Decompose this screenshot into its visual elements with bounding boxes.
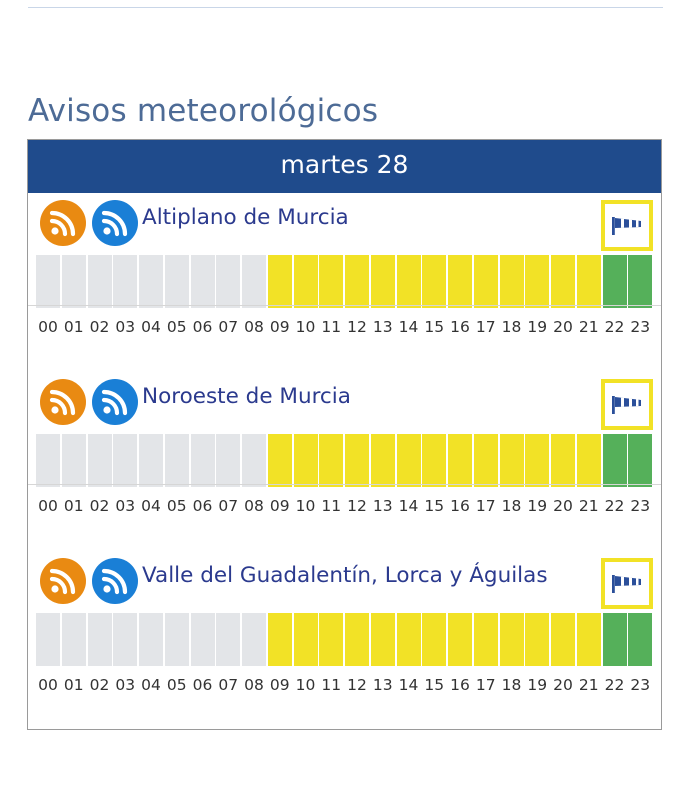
- hour-label: 10: [295, 676, 316, 694]
- hour-level-cell-yellow[interactable]: [448, 255, 472, 308]
- hour-label: 15: [424, 676, 445, 694]
- rss-feed-icon[interactable]: [92, 200, 138, 246]
- hour-level-cell-none[interactable]: [88, 613, 112, 666]
- hour-level-cell-yellow[interactable]: [345, 434, 369, 487]
- hour-level-cell-none[interactable]: [242, 613, 266, 666]
- wind-warning-icon[interactable]: [601, 200, 653, 251]
- hour-label: 09: [269, 497, 290, 515]
- hour-label: 12: [347, 676, 367, 694]
- hour-label: 11: [321, 676, 342, 694]
- hour-label: 18: [501, 318, 522, 336]
- hour-label: 04: [141, 497, 161, 515]
- hour-label: 03: [115, 497, 136, 515]
- rss-feed-icon[interactable]: [40, 558, 86, 604]
- hour-label: 01: [63, 676, 84, 694]
- hour-level-cell-green[interactable]: [603, 613, 627, 666]
- hour-level-cell-yellow[interactable]: [500, 434, 524, 487]
- top-divider: [28, 7, 663, 8]
- hour-level-cell-yellow[interactable]: [268, 613, 292, 666]
- hour-level-cell-none[interactable]: [216, 434, 240, 487]
- zone-row: [28, 558, 661, 708]
- hour-level-cell-none[interactable]: [62, 613, 86, 666]
- hour-level-cell-yellow[interactable]: [397, 434, 421, 487]
- hour-label: 02: [89, 318, 110, 336]
- hour-label: 17: [475, 676, 496, 694]
- rss-feed-icon[interactable]: [40, 200, 86, 246]
- hour-label: 05: [166, 497, 187, 515]
- hour-label: 04: [141, 318, 161, 336]
- hour-label: 21: [578, 318, 599, 336]
- hour-label: 05: [166, 318, 187, 336]
- hour-label: 01: [63, 318, 84, 336]
- hour-level-cell-none[interactable]: [242, 434, 266, 487]
- zone-name[interactable]: Noroeste de Murcia: [142, 384, 351, 409]
- hour-level-cell-yellow[interactable]: [500, 613, 524, 666]
- hour-label: 07: [218, 497, 239, 515]
- hour-level-cell-yellow[interactable]: [345, 613, 369, 666]
- hour-label: 23: [630, 318, 651, 336]
- hour-level-cell-yellow[interactable]: [371, 434, 395, 487]
- wind-warning-icon[interactable]: [601, 379, 653, 430]
- hour-label: 13: [372, 676, 393, 694]
- hour-level-cell-yellow[interactable]: [551, 613, 575, 666]
- hour-level-cell-none[interactable]: [62, 255, 86, 308]
- hour-level-cell-none[interactable]: [88, 434, 112, 487]
- hour-label: 19: [527, 497, 548, 515]
- hour-label: 12: [347, 497, 367, 515]
- hour-level-cell-yellow[interactable]: [422, 255, 446, 308]
- hour-label: 16: [450, 676, 470, 694]
- hour-label: 21: [578, 676, 599, 694]
- hour-label: 18: [501, 676, 522, 694]
- hour-level-cell-none[interactable]: [113, 255, 137, 308]
- hour-label: 13: [372, 497, 393, 515]
- hour-label: 15: [424, 497, 445, 515]
- hour-level-cell-yellow[interactable]: [422, 434, 446, 487]
- hour-level-cell-yellow[interactable]: [525, 613, 549, 666]
- hour-label: 16: [450, 497, 470, 515]
- day-header[interactable]: martes 28: [28, 140, 661, 193]
- hour-label: 00: [38, 497, 58, 515]
- hour-level-cell-yellow[interactable]: [294, 255, 318, 308]
- hour-level-cell-none[interactable]: [191, 255, 215, 308]
- hour-label: 08: [244, 318, 264, 336]
- hour-level-cell-none[interactable]: [242, 255, 266, 308]
- hour-label: 19: [527, 676, 548, 694]
- hour-level-cell-yellow[interactable]: [268, 255, 292, 308]
- hour-label: 07: [218, 676, 239, 694]
- hour-level-cell-yellow[interactable]: [319, 613, 343, 666]
- hour-level-cell-yellow[interactable]: [371, 255, 395, 308]
- wind-warning-icon[interactable]: [601, 558, 653, 609]
- warnings-panel: [27, 139, 662, 730]
- hour-labels: [36, 497, 660, 517]
- zone-name[interactable]: Altiplano de Murcia: [142, 205, 349, 230]
- hourly-level-bar: [36, 613, 655, 666]
- hour-label: 02: [89, 497, 110, 515]
- hour-label: 15: [424, 318, 445, 336]
- hour-label: 11: [321, 318, 342, 336]
- hour-level-cell-green[interactable]: [603, 434, 627, 487]
- hourly-level-bar: [36, 434, 655, 487]
- hour-level-cell-none[interactable]: [139, 613, 163, 666]
- hour-level-cell-green[interactable]: [628, 613, 652, 666]
- hour-level-cell-yellow[interactable]: [577, 613, 601, 666]
- hour-labels: [36, 318, 660, 338]
- hour-level-cell-green[interactable]: [628, 434, 652, 487]
- hour-level-cell-none[interactable]: [113, 434, 137, 487]
- hour-level-cell-yellow[interactable]: [422, 613, 446, 666]
- hour-level-cell-green[interactable]: [628, 255, 652, 308]
- hour-label: 09: [269, 676, 290, 694]
- hour-level-cell-none[interactable]: [113, 613, 137, 666]
- hour-labels: [36, 676, 660, 696]
- hour-label: 13: [372, 318, 393, 336]
- section-title: Avisos meteorológicos: [28, 93, 379, 129]
- hour-label: 14: [398, 318, 419, 336]
- hour-label: 04: [141, 676, 161, 694]
- hour-label: 23: [630, 497, 651, 515]
- hour-level-cell-yellow[interactable]: [371, 613, 395, 666]
- hour-level-cell-none[interactable]: [165, 613, 189, 666]
- hour-level-cell-yellow[interactable]: [474, 613, 498, 666]
- hour-level-cell-yellow[interactable]: [474, 255, 498, 308]
- hour-level-cell-yellow[interactable]: [319, 255, 343, 308]
- hour-level-cell-yellow[interactable]: [268, 434, 292, 487]
- hour-label: 17: [475, 497, 496, 515]
- hour-label: 21: [578, 497, 599, 515]
- hour-level-cell-yellow[interactable]: [577, 434, 601, 487]
- zone-divider: [28, 305, 661, 306]
- hour-label: 01: [63, 497, 84, 515]
- hour-level-cell-yellow[interactable]: [551, 434, 575, 487]
- hour-label: 05: [166, 676, 187, 694]
- hour-level-cell-yellow[interactable]: [525, 434, 549, 487]
- hour-level-cell-none[interactable]: [191, 434, 215, 487]
- hour-level-cell-yellow[interactable]: [474, 434, 498, 487]
- hour-label: 18: [501, 497, 522, 515]
- zone-divider: [28, 484, 661, 485]
- hour-label: 07: [218, 318, 239, 336]
- hour-label: 14: [398, 676, 419, 694]
- hour-label: 08: [244, 497, 264, 515]
- hour-level-cell-yellow[interactable]: [577, 255, 601, 308]
- hour-level-cell-yellow[interactable]: [525, 255, 549, 308]
- hour-label: 11: [321, 497, 342, 515]
- hour-level-cell-yellow[interactable]: [448, 434, 472, 487]
- hour-label: 20: [553, 497, 573, 515]
- hour-level-cell-none[interactable]: [36, 255, 60, 308]
- hour-label: 06: [192, 676, 213, 694]
- hour-label: 20: [553, 318, 573, 336]
- hour-label: 20: [553, 676, 573, 694]
- hour-level-cell-green[interactable]: [603, 255, 627, 308]
- hour-label: 14: [398, 497, 419, 515]
- hour-level-cell-yellow[interactable]: [397, 255, 421, 308]
- hour-label: 06: [192, 497, 213, 515]
- hour-label: 06: [192, 318, 213, 336]
- hour-level-cell-none[interactable]: [165, 255, 189, 308]
- hour-level-cell-none[interactable]: [36, 613, 60, 666]
- hour-label: 22: [604, 497, 625, 515]
- hour-label: 16: [450, 318, 470, 336]
- hour-label: 00: [38, 318, 58, 336]
- zone-row: [28, 200, 661, 350]
- rss-feed-icon[interactable]: [40, 379, 86, 425]
- hour-label: 02: [89, 676, 110, 694]
- hour-level-cell-yellow[interactable]: [345, 255, 369, 308]
- hour-level-cell-none[interactable]: [165, 434, 189, 487]
- hour-level-cell-none[interactable]: [36, 434, 60, 487]
- rss-feed-icon[interactable]: [92, 379, 138, 425]
- hour-label: 19: [527, 318, 548, 336]
- hour-level-cell-none[interactable]: [216, 613, 240, 666]
- hour-label: 08: [244, 676, 264, 694]
- hour-level-cell-none[interactable]: [139, 434, 163, 487]
- hour-level-cell-yellow[interactable]: [448, 613, 472, 666]
- zone-row: [28, 379, 661, 529]
- hour-label: 10: [295, 497, 316, 515]
- hour-level-cell-yellow[interactable]: [551, 255, 575, 308]
- hour-level-cell-none[interactable]: [216, 255, 240, 308]
- hour-label: 03: [115, 676, 136, 694]
- hour-label: 12: [347, 318, 367, 336]
- hour-level-cell-yellow[interactable]: [319, 434, 343, 487]
- hour-level-cell-yellow[interactable]: [397, 613, 421, 666]
- zone-name[interactable]: Valle del Guadalentín, Lorca y Águilas: [142, 563, 548, 588]
- hour-label: 22: [604, 318, 625, 336]
- hour-label: 22: [604, 676, 625, 694]
- hour-label: 03: [115, 318, 136, 336]
- hour-level-cell-none[interactable]: [139, 255, 163, 308]
- rss-feed-icon[interactable]: [92, 558, 138, 604]
- hour-level-cell-yellow[interactable]: [294, 434, 318, 487]
- hour-label: 10: [295, 318, 316, 336]
- hour-level-cell-none[interactable]: [62, 434, 86, 487]
- hour-label: 23: [630, 676, 651, 694]
- hour-label: 00: [38, 676, 58, 694]
- hour-level-cell-none[interactable]: [88, 255, 112, 308]
- hour-label: 17: [475, 318, 496, 336]
- hour-label: 09: [269, 318, 290, 336]
- hourly-level-bar: [36, 255, 655, 308]
- hour-level-cell-none[interactable]: [191, 613, 215, 666]
- hour-level-cell-yellow[interactable]: [500, 255, 524, 308]
- hour-level-cell-yellow[interactable]: [294, 613, 318, 666]
